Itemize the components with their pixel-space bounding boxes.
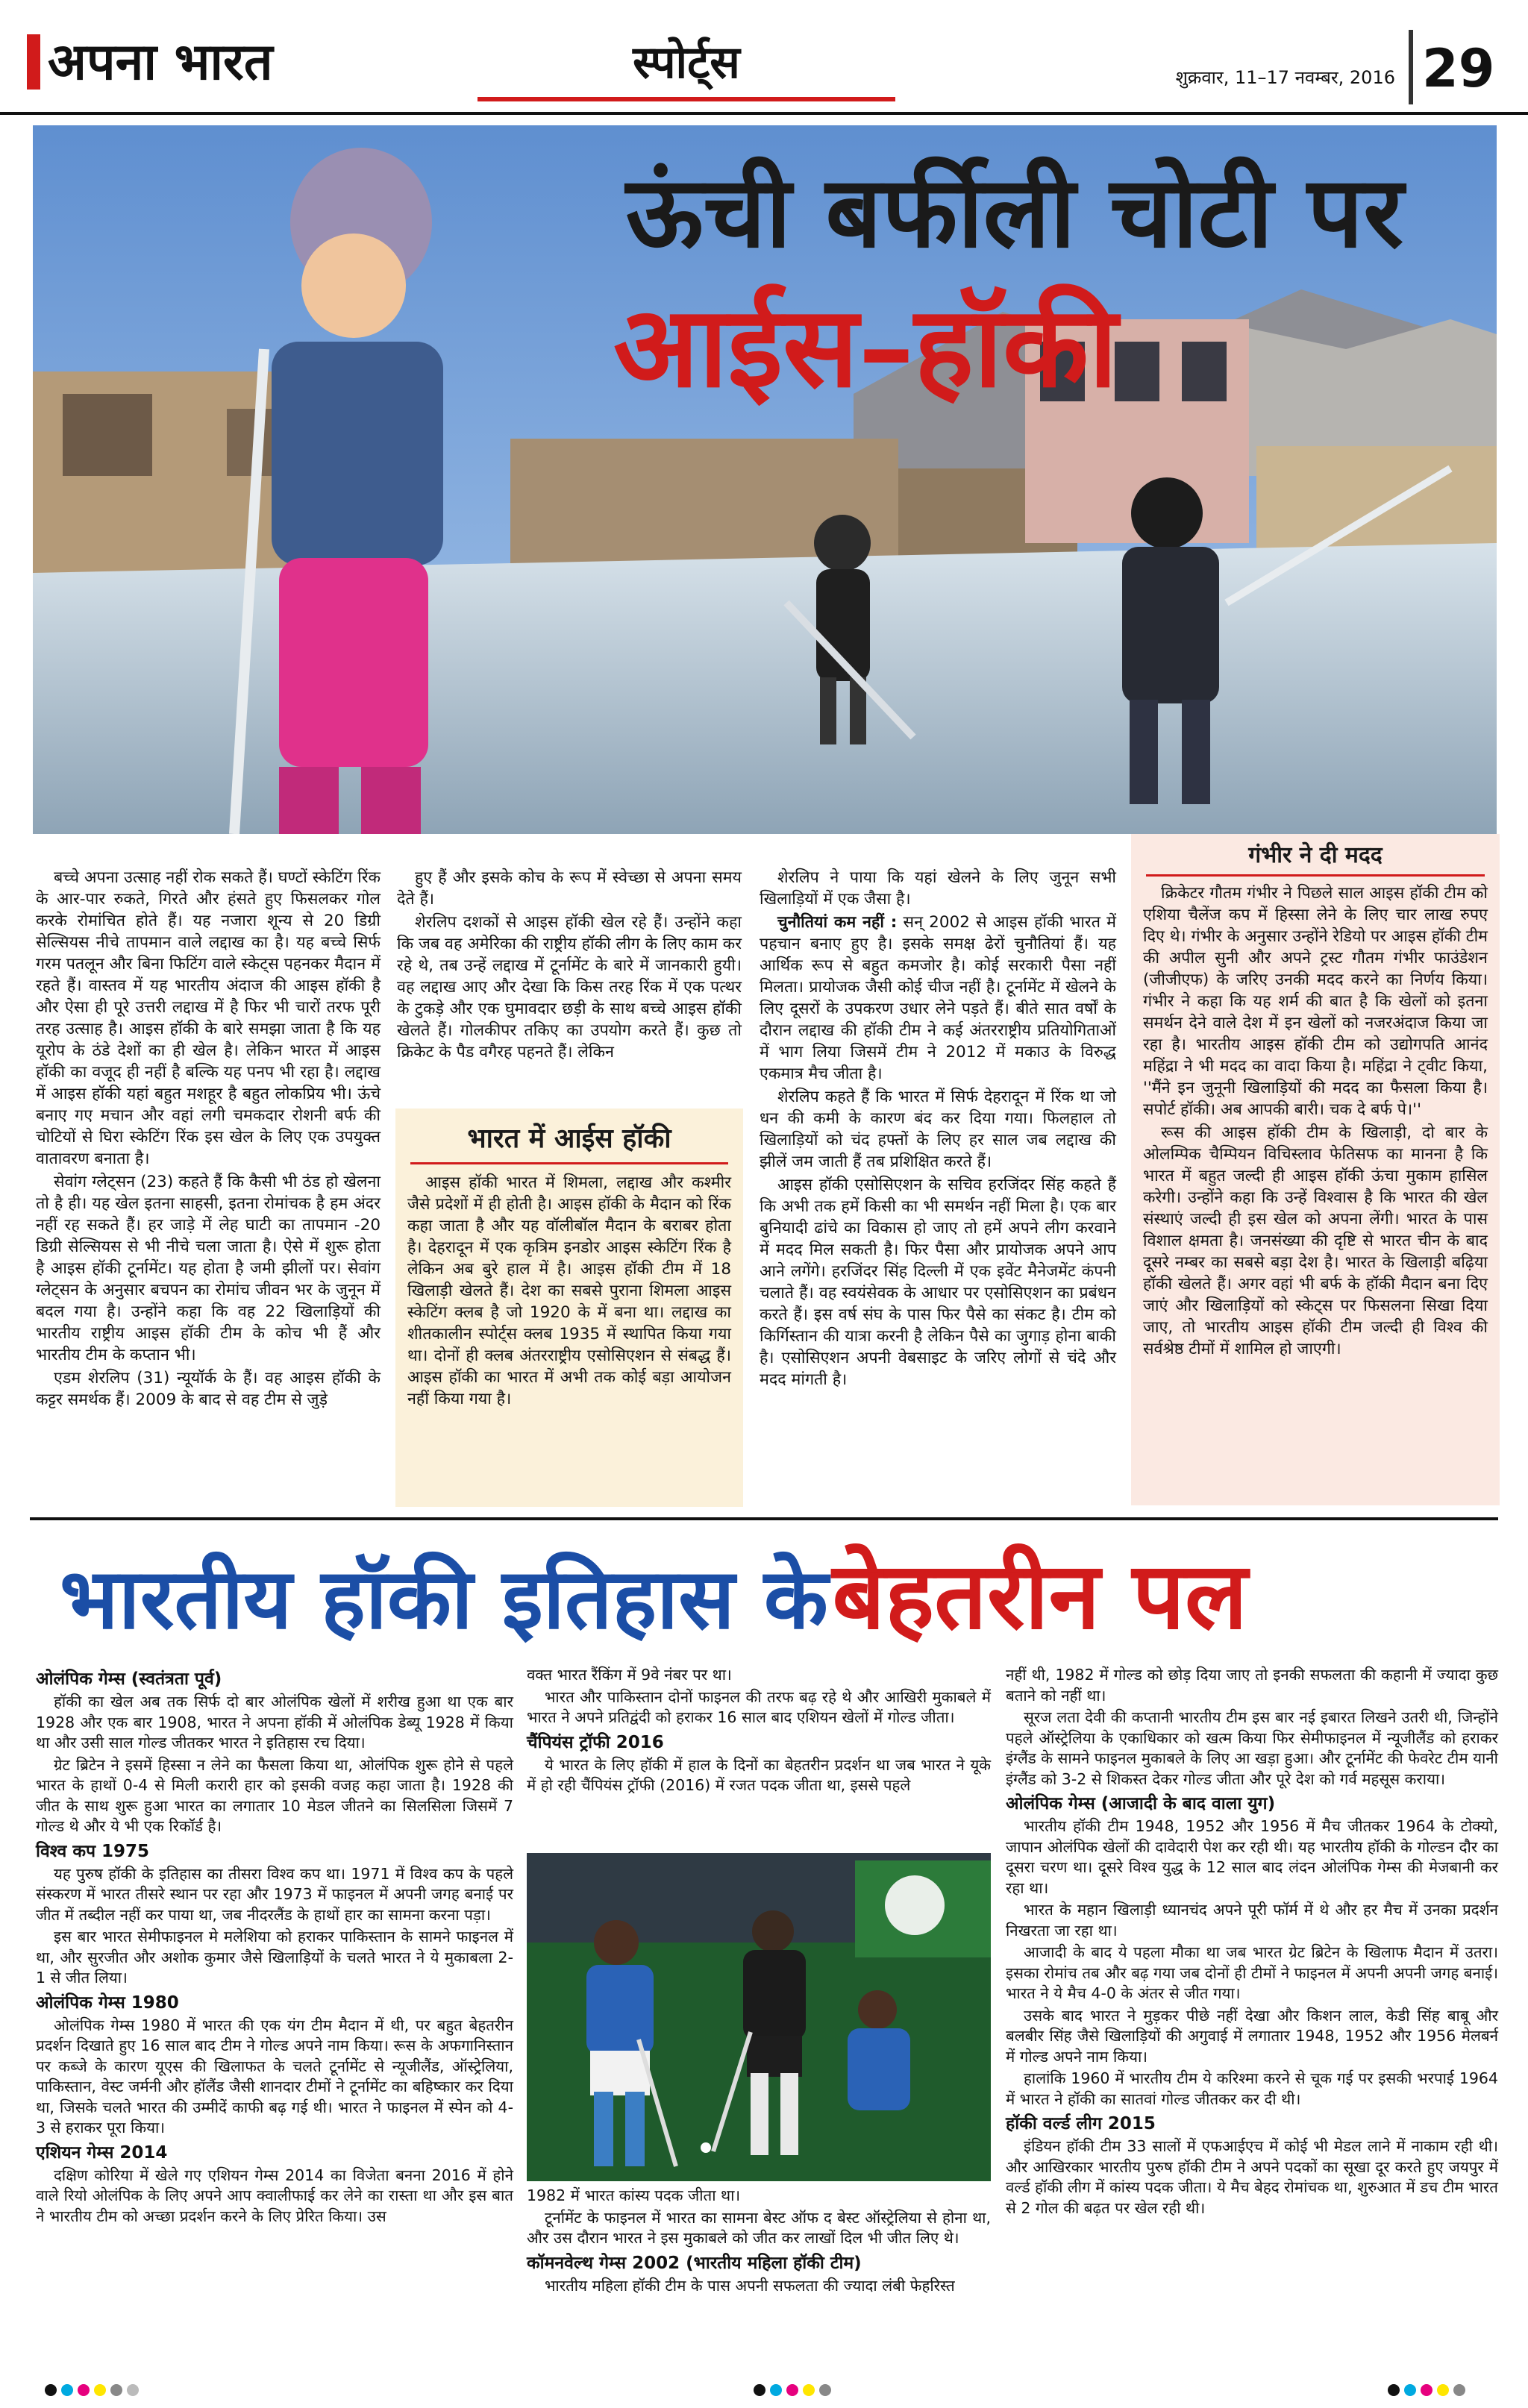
info-box-gambhir	[1131, 834, 1500, 1505]
history-subhead: चैंपियंस ट्रॉफी 2016	[527, 1732, 664, 1752]
history-column-3	[1006, 1665, 1498, 2220]
history-subhead: ओलंपिक गेम्स 1980	[36, 1992, 179, 2013]
history-paragraph: 1982 में भारत कांस्य पदक जीता था।	[527, 2186, 741, 2204]
history-paragraph: सूरज लता देवी की कप्तानी भारतीय टीम इस बार नई इबारत लिखने उतरी थी, जिन्होंने पहले ऑस्ट्रेलिया के एकाधिकार को खत्म किया फिर सेमीफाइनल में न्यूजीलैंड को हराकर इंग्लैंड के सामने फाइनल मुकाबले के लिए आ खड़ा हुआ। और टूर्नामेंट की फेवरेट टीम यानी इंग्लैंड को 3-2 से शिकस्त देकर गोल्ड जीता और पूरे देश को गर्व महसूस कराया।	[1006, 1708, 1498, 1788]
history-subhead: कॉमनवेल्थ गेम्स 2002 (भारतीय महिला हॉकी टीम)	[527, 2253, 862, 2273]
history-paragraph: हालांकि 1960 में भारतीय टीम ये करिश्मा करने से चूक गई पर इसकी भरपाई 1964 में भारत ने हॉकी का सातवां गोल्ड जीतकर कर दी थी।	[1006, 2069, 1498, 2108]
page-number: 29	[1422, 38, 1495, 99]
history-column-2-bottom	[527, 2186, 991, 2298]
history-paragraph: आजादी के बाद ये पहला मौका था जब भारत ग्रेट ब्रिटेन के खिलाफ मैदान में उतरा। इसका रोमांच तब और बढ़ गया जब दोनों ही टीमों ने फाइनल में अपनी अपनी जगह बनाई। भारत ने ये मैच 4-0 के अंतर से जीत गया।	[1006, 1943, 1498, 2002]
info-box-rule	[410, 1162, 728, 1164]
article-paragraph: एडम शेरलिप (31) न्यूयॉर्क के हैं। वह आइस हॉकी के कट्टर समर्थक हैं। 2009 के बाद से वह टीम से जुड़े	[36, 1369, 381, 1409]
history-paragraph: इंडियन हॉकी टीम 33 सालों में एफआईएच में कोई भी मेडल लाने में नाकाम रही थी। और आखिरकार भारतीय पुरुष हॉकी टीम ने अपने पदकों का सूखा दूर करते हुए जयपुर में वर्ल्ड हॉकी लीग में कांस्य पदक जीता। ये मैच बेहद रोमांचक था, शुरुआत में डच टीम भारत से 2 गोल की बढ़त पर खेल रही थी।	[1006, 2137, 1498, 2217]
history-subhead: हॉकी वर्ल्ड लीग 2015	[1006, 2114, 1156, 2133]
info-box-body	[1143, 882, 1488, 1360]
history-paragraph: यह पुरुष हॉकी के इतिहास का तीसरा विश्व कप था। 1971 में विश्व कप के पहले संस्करण में भारत तीसरे स्थान पर रहा और 1973 में फाइनल में अपनी जगह बनाई पर जीत में तब्दील नहीं कर पाया था, जब नीदरलैंड के हाथों हार का सामना करना पड़ा।	[36, 1864, 513, 1924]
info-box-rule	[1146, 874, 1485, 877]
history-headline-blue: भारतीय हॉकी इतिहास के	[60, 1551, 828, 1648]
masthead-title: अपना भारत	[48, 32, 273, 92]
history-paragraph: हॉकी का खेल अब तक सिर्फ दो बार ओलंपिक खेलों में शरीख हुआ था एक बार 1928 और एक बार 1908, भारत ने अपना हॉकी में ओलंपिक डेब्यू 1928 में किया था और उसी साल गोल्ड जीतकर भारत ने इतिहास रच दिया।	[36, 1693, 513, 1752]
footer-color-dots-left	[45, 2384, 139, 2396]
footer-color-dots-right	[1388, 2384, 1465, 2396]
masthead-accent-bar	[27, 34, 40, 90]
info-box-body	[407, 1172, 731, 1410]
dateline: शुक्रवार, 11–17 नवम्बर, 2016	[1175, 67, 1395, 88]
article-paragraph: सेवांग ग्लेट्सन (23) कहते हैं कि कैसी भी ठंड हो खेलना तो है ही। यह खेल इतना साहसी, इतना रोमांचक है हम अंदर नहीं रह सकते हैं। हर जाड़े में लेह घाटी का तापमान -20 डिग्री सेल्सियस से भी नीचे चला जाता है। ऐसे में शुरू होता है आइस हॉकी टूर्नामेंट। यह होता है जमी झीलों पर। सेवांग ग्लेट्सन के अनुसार बचपन का रोमांच जीवन भर के जुनून में बदल गया है। उन्होंने कहा कि वह 22 खिलाड़ियों की भारतीय राष्ट्रीय आइस हॉकी टीम के कोच भी हैं और भारतीय टीम के कप्तान भी।	[36, 1173, 381, 1364]
info-box-text: क्रिकेटर गौतम गंभीर ने पिछले साल आइस हॉकी टीम को एशिया चैलेंज कप में हिस्सा लेने के लिए चार लाख रुपए दिए थे। गंभीर के अनुसार उन्होंने रेडियो पर आइस हॉकी टीम की अपील सुनी और अपने ट्रस्ट गौतम गंभीर फाउंडेशन (जीजीएफ) के जरिए उनकी मदद करने का निर्णय किया। गंभीर ने कहा कि यह शर्म की बात है कि खेलों को इतना समर्थन देने वाले देश में इन खेलों को नजरअंदाज किया जा रहा है। भारतीय आइस हॉकी टीम को उद्योगपति आनंद महिंद्रा ने भी मदद का वादा किया है। महिंद्रा ने ट्वीट किया, ''मैंने इन जुनूनी खिलाड़ियों की मदद का फैसला किया है। सपोर्ट हॉकी। अब आपकी बारी। चक दे बर्फ पे।''	[1143, 884, 1488, 1119]
history-headline	[60, 1529, 1492, 1664]
history-paragraph: टूर्नामेंट के फाइनल में भारत का सामना बेस्ट ऑफ द बेस्ट ऑस्ट्रेलिया से होना था, और उस दौरान भारत ने इस मुकाबले को जीत कर लाखों दिल भी जीत लिए थे।	[527, 2208, 991, 2247]
history-paragraph: वक्त भारत रैंकिंग में 9वे नंबर पर था।	[527, 1666, 732, 1684]
history-paragraph: भारत और पाकिस्तान दोनों फाइनल की तरफ बढ़ रहे थे और आखिरी मुकाबले में भारत ने अपने प्रतिद्वंदी को हराकर 16 साल बाद एशियन खेलों में गोल्ड जीता।	[527, 1687, 991, 1726]
info-box-text: रूस की आइस हॉकी टीम के खिलाड़ी, दो बार के ओलम्पिक चैम्पियन विचिस्लाव फेतिसफ का मानना है कि भारत में बहुत जल्दी ही आइस हॉकी ऊंचा मुकाम हासिल करेगी। उन्होंने कहा कि उन्हें विश्वास है कि भारत की खेल संस्थाएं जल्दी ही इस खेल को अपना लेंगी। भारत के पास विशाल क्षमता है। जनसंख्या की दृष्टि से भारत चीन के बाद दूसरे नम्बर का सबसे बड़ा देश है। भारत के खिलाड़ी बढ़िया हॉकी खेलते हैं। अगर वहां भी बर्फ के हॉकी मैदान बना दिए जाएं और खिलाड़ियों को स्केट्स पर फिसलना सिखा दिया जाए, तो भारतीय आइस हॉकी टीम जल्दी ही विश्व की सर्वश्रेष्ठ टीमों में शामिल हो जाएगी।	[1143, 1123, 1488, 1358]
history-paragraph: भारतीय महिला हॉकी टीम के पास अपनी सफलता की ज्यादा लंबी फेहरिस्त	[545, 2276, 955, 2295]
hero-headline-line2: आईस–हॉकी	[613, 281, 1118, 413]
article-paragraph: शेरलिप दशकों से आइस हॉकी खेल रहे हैं। उन्होंने कहा कि जब वह अमेरिका की राष्ट्रीय हॉकी लीग के लिए काम कर रहे थे, तब उन्हें लद्दाख में टूर्नामेंट के बारे में जानकारी हुयी। वह लद्दाख आए और देखा कि किस तरह रिंक में एक पत्थर के टुकड़े और एक घुमावदार छड़ी के साथ बच्चे आइस हॉकी खेलते हैं। गोलकीपर तकिए का उपयोग करते हैं। कुछ तो क्रिकेट के पैड वगैरह पहनते हैं। लेकिन	[397, 913, 742, 1062]
article-paragraph: चुनौतियां कम नहीं : सन् 2002 से आइस हॉकी भारत में पहचान बनाए हुए है। इसके समक्ष ढेरों चुनौतियां हैं। यह आर्थिक रूप से बहुत कमजोर है। कोई सरकारी पैसा नहीं मिलता। प्रायोजक जैसी कोई चीज नहीं है। टूर्नामेंट में खेलने के लिए दूसरों के उपकरण उधार लेने पड़ते हैं। बीते सात वर्षों के दौरान लद्दाख की हॉकी टीम ने कई अंतरराष्ट्रीय प्रतियोगिताओं में भाग लिया जिसमें टीम ने 2012 में मकाउ के विरुद्ध एकमात्र मैच जीता है।	[760, 913, 1116, 1083]
hero-headline-line1: ऊंची बर्फीली चोटी पर	[625, 154, 1404, 270]
history-column-1	[36, 1665, 513, 2228]
section-separator	[30, 1517, 1498, 1520]
article-column-1	[36, 867, 381, 1412]
article-paragraph: आइस हॉकी एसोसिएशन के सचिव हरजिंदर सिंह कहते हैं कि अभी तक हमें किसी का भी समर्थन नहीं मिला है। एक बार बुनियादी ढांचे का विकास हो जाए तो हमें अपने लीग करवाने में मदद मिल सकती है। फिर पैसा और प्रायोजक अपने आप आने लगेंगे। हरजिंदर सिंह दिल्ली में एक इवेंट मैनेजमेंट कंपनी चलाते हैं। वह स्वयंसेवक के आधार पर एसोसिएशन का प्रबंधन करते हैं। इस वर्ष संघ के पास फिर पैसे का संकट है। टीम को किर्गिस्तान की यात्रा करनी है लेकिन पैसे का जुगाड़ होना बाकी है। एसोसिएशन अपनी वेबसाइट के जरिए लोगों से चंदे और मदद मांगती है।	[760, 1176, 1116, 1389]
subhead-challenges: चुनौतियां कम नहीं :	[777, 913, 898, 932]
section-underline	[478, 97, 895, 101]
history-subhead: ओलंपिक गेम्स (स्वतंत्रता पूर्व)	[36, 1669, 222, 1689]
article-column-3	[760, 867, 1116, 1392]
article-paragraph: बच्चे अपना उत्साह नहीं रोक सकते हैं। घण्टों स्केटिंग रिंक के आर-पार रुकते, गिरते और हंसते हुए फिसलकर गोल करके रोमांचित होते हैं। यह नजारा शून्य से 20 डिग्री सेल्सियस नीचे तापमान वाले लद्दाख का है। यह बच्चे सिर्फ गरम पतलून और बिना फिटिंग वाले स्केट्स पहनकर मैदान में रहते हैं। वास्तव में यह भारतीय अंदाज की आइस हॉकी है और ऐसा ही पूरे उत्तरी लद्दाख में है फिर भी चारों तरफ पूरी तरह उत्साह है। आइस हॉकी के बारे समझा जाता है कि यह यूरोप के ठंडे देशों का ही खेल है। लेकिन भारत में आइस हॉकी का वजूद ही नहीं है बल्कि यह पनप भी रहा है। लद्दाख में आइस हॉकी यहां बहुत मशहूर है बहुत लोकप्रिय भी। ऊंचे बनाए गए मचान और वहां लगी चमकदार रोशनी बर्फ की चोटियों से घिरा स्केटिंग रिंक इस खेल के लिए एक उपयुक्त वातावरण बनाता है।	[36, 868, 381, 1168]
history-paragraph: भारत के महान खिलाड़ी ध्यानचंद अपने पूरी फॉर्म में थे और हर मैच में उनका प्रदर्शन निखरता जा रहा था।	[1006, 1901, 1498, 1940]
article-paragraph: हुए हैं और इसके कोच के रूप में स्वेच्छा से अपना समय देते हैं।	[397, 868, 742, 909]
history-subhead: ओलंपिक गेम्स (आजादी के बाद वाला युग)	[1006, 1794, 1276, 1813]
info-box-india-ice-hockey	[395, 1109, 743, 1507]
info-box-title: भारत में आईस हॉकी	[467, 1123, 671, 1154]
info-box-text: आइस हॉकी भारत में शिमला, लद्दाख और कश्मीर जैसे प्रदेशों में ही होती है। आइस हॉकी के मैदान को रिंक कहा जाता है और यह वॉलीबॉल मैदान के बराबर होता है। देहरादून में एक कृत्रिम इनडोर आइस स्केटिंग रिंक है लेकिन अब बुरे हाल में है। आइस हॉकी टीम में 18 खिलाड़ी खेलते हैं। देश का सबसे पुराना शिमला आइस स्केटिंग क्लब है जो 1920 के में बना था। लद्दाख का शीतकालीन स्पोर्ट्स क्लब 1935 में स्थापित किया गया था। दोनों ही क्लब अंतरराष्ट्रीय एसोसिएशन से संबद्ध हैं। आइस हॉकी का भारत में अभी तक कोई बड़ा आयोजन नहीं किया गया है।	[407, 1173, 731, 1408]
info-box-title: गंभीर ने दी मदद	[1248, 842, 1383, 868]
history-subhead: एशियन गेम्स 2014	[36, 2142, 168, 2163]
history-paragraph: दक्षिण कोरिया में खेले गए एशियन गेम्स 2014 का विजेता बनना 2016 में होने वाले रियो ओलंपिक के लिए अपने आप क्वालीफाई कर लेने का रास्ता था और इस बात ने भारतीय टीम को अच्छा प्रदर्शन करने के लिए प्रेरित किया। उस	[36, 2166, 513, 2225]
header-rule	[0, 112, 1528, 115]
article-paragraph: शेरलिप कहते हैं कि भारत में सिर्फ देहरादून में रिंक था जो धन की कमी के कारण बंद कर दिया गया। फिलहाल तो खिलाड़ियों को चंद हफ्तों के लिए हर साल जब लद्दाख की झीलें जम जाती हैं तब प्रशिक्षित करते हैं।	[760, 1088, 1116, 1171]
article-column-2	[397, 867, 742, 1065]
history-paragraph: भारतीय हॉकी टीम 1948, 1952 और 1956 में मैच जीतकर 1964 के टोक्यो, जापान ओलंपिक खेलों की दावेदारी पेश कर रही थी। यह भारतीय हॉकी के गोल्डन दौर का दूसरा चरण था। दूसरे विश्व युद्ध के 12 साल बाद लंदन ओलंपिक गेम्स की मेजबानी कर रहा था।	[1006, 1817, 1498, 1897]
history-paragraph: ओलंपिक गेम्स 1980 में भारत की एक यंग टीम मैदान में थी, पर बहुत बेहतरीन प्रदर्शन दिखाते हुए 16 साल बाद टीम ने गोल्ड अपने नाम किया। रूस के अफगानिस्तान पर कब्जे के कारण यूएस की खिलाफत के चलते टूर्नामेंट से न्यूजीलैंड, ऑस्ट्रेलिया, पाकिस्तान, वेस्ट जर्मनी और हॉलैंड जैसी शानदार टीमों ने टूर्नामेंट का बहिष्कार कर दिया था, जिसके चलते भारत की उम्मीदें काफी बढ़ गई थी। भारत ने फाइनल में स्पेन को 4-3 से हराकर पूरा किया।	[36, 2016, 513, 2136]
footer-color-dots-center	[754, 2384, 831, 2396]
history-column-2-top	[527, 1665, 991, 1798]
field-hockey-photo	[527, 1853, 991, 2181]
masthead	[27, 28, 355, 95]
history-paragraph: इस बार भारत सेमीफाइनल मे मलेशिया को हराकर पाकिस्तान के सामने फाइनल में था, और सुरजीत और अशोक कुमार जैसे खिलाड़ियों के चलते भारत ने ये मुकाबला 2-1 से जीत लिया।	[36, 1928, 513, 1987]
history-subhead: विश्व कप 1975	[36, 1841, 150, 1861]
section-title: स्पोर्ट्स	[633, 37, 740, 89]
article-paragraph: शेरलिप ने पाया कि यहां खेलने के लिए जुनून सभी खिलाड़ियों में एक जैसा है।	[760, 868, 1116, 909]
history-paragraph: नहीं थी, 1982 में गोल्ड को छोड़ दिया जाए तो इनकी सफलता की कहानी में ज्यादा कुछ बताने को नहीं था।	[1006, 1666, 1498, 1705]
history-headline-red: बेहतरीन पल	[832, 1543, 1248, 1650]
history-paragraph: ये भारत के लिए हॉकी में हाल के दिनों का बेहतरीन प्रदर्शन था जब भारत ने यूके में हो रही चैंपियंस ट्रॉफी (2016) में रजत पदक जीता था, इससे पहले	[527, 1755, 991, 1794]
history-paragraph: उसके बाद भारत ने मुड़कर पीछे नहीं देखा और किशन लाल, केडी सिंह बाबू और बलबीर सिंह जैसे खिलाड़ियों की अगुवाई में लगातार 1948, 1952 और 1956 मेलबर्न में गोल्ड अपने नाम किया।	[1006, 2006, 1498, 2066]
history-paragraph: ग्रेट ब्रिटेन ने इसमें हिस्सा न लेने का फैसला किया था, ओलंपिक शुरू होने से पहले भारत के हाथों 0-4 से मिली करारी हार को इसकी वजह कहा जाता है। 1928 की जीत के साथ शुरू हुआ भारत का लगातार 10 मेडल जीतने का सिलसिला जिसमें 7 गोल्ड थे और ये भी एक रिकॉर्ड है।	[36, 1755, 513, 1835]
